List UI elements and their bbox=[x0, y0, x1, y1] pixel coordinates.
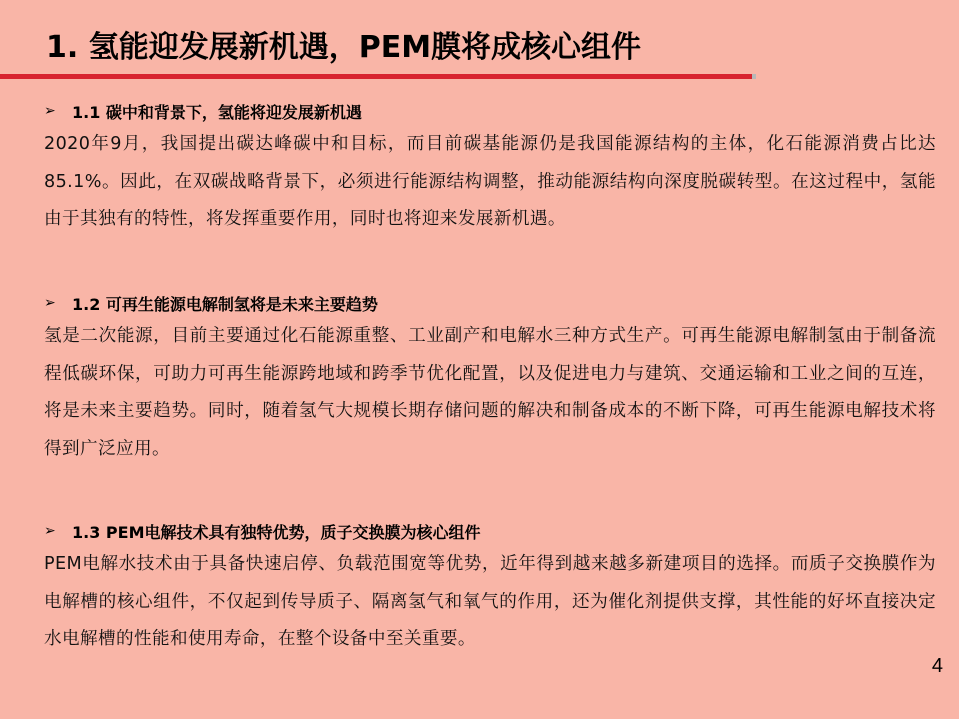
section-body: 2020年9月，我国提出碳达峰碳中和目标，而目前碳基能源仍是我国能源结构的主体，化石能源消费占比达85.1%。因此，在双碳战略背景下，必须进行能源结构调整，推动能源结构向深度脱碳转型。在这过程中，氢能由于其独有的特性，将发挥重要作用，同时也将迎来发展新机遇。 bbox=[44, 134, 936, 229]
slide-title: 1. 氢能迎发展新机遇，PEM膜将成核心组件 bbox=[46, 30, 642, 65]
section-heading bbox=[44, 96, 936, 126]
section-heading bbox=[44, 288, 936, 318]
title-underline bbox=[0, 74, 752, 79]
section-2 bbox=[44, 288, 936, 468]
section-heading-text: 1.2 可再生能源电解制氢将是未来主要趋势 bbox=[72, 294, 378, 314]
arrow-bullet-icon: ➢ bbox=[44, 523, 56, 539]
arrow-bullet-icon: ➢ bbox=[44, 295, 56, 311]
section-body: PEM电解水技术由于具备快速启停、负载范围宽等优势，近年得到越来越多新建项目的选择。而质子交换膜作为电解槽的核心组件，不仅起到传导质子、隔离氢气和氧气的作用，还为催化剂提供支撑，其性能的好坏直接决定水电解槽的性能和使用寿命，在整个设备中至关重要。 bbox=[44, 554, 936, 649]
section-heading-text: 1.1 碳中和背景下，氢能将迎发展新机遇 bbox=[72, 102, 362, 122]
section-1 bbox=[44, 96, 936, 239]
section-heading bbox=[44, 516, 936, 546]
arrow-bullet-icon: ➢ bbox=[44, 103, 56, 119]
page-number: 4 bbox=[931, 655, 943, 677]
section-3 bbox=[44, 516, 936, 659]
section-body: 氢是二次能源，目前主要通过化石能源重整、工业副产和电解水三种方式生产。可再生能源电解制氢由于制备流程低碳环保，可助力可再生能源跨地域和跨季节优化配置，以及促进电力与建筑、交通运输和工业之间的互连，将是未来主要趋势。同时，随着氢气大规模长期存储问题的解决和制备成本的不断下降，可再生能源电解技术将得到广泛应用。 bbox=[44, 326, 936, 459]
section-heading-text: 1.3 PEM电解技术具有独特优势，质子交换膜为核心组件 bbox=[72, 522, 481, 542]
